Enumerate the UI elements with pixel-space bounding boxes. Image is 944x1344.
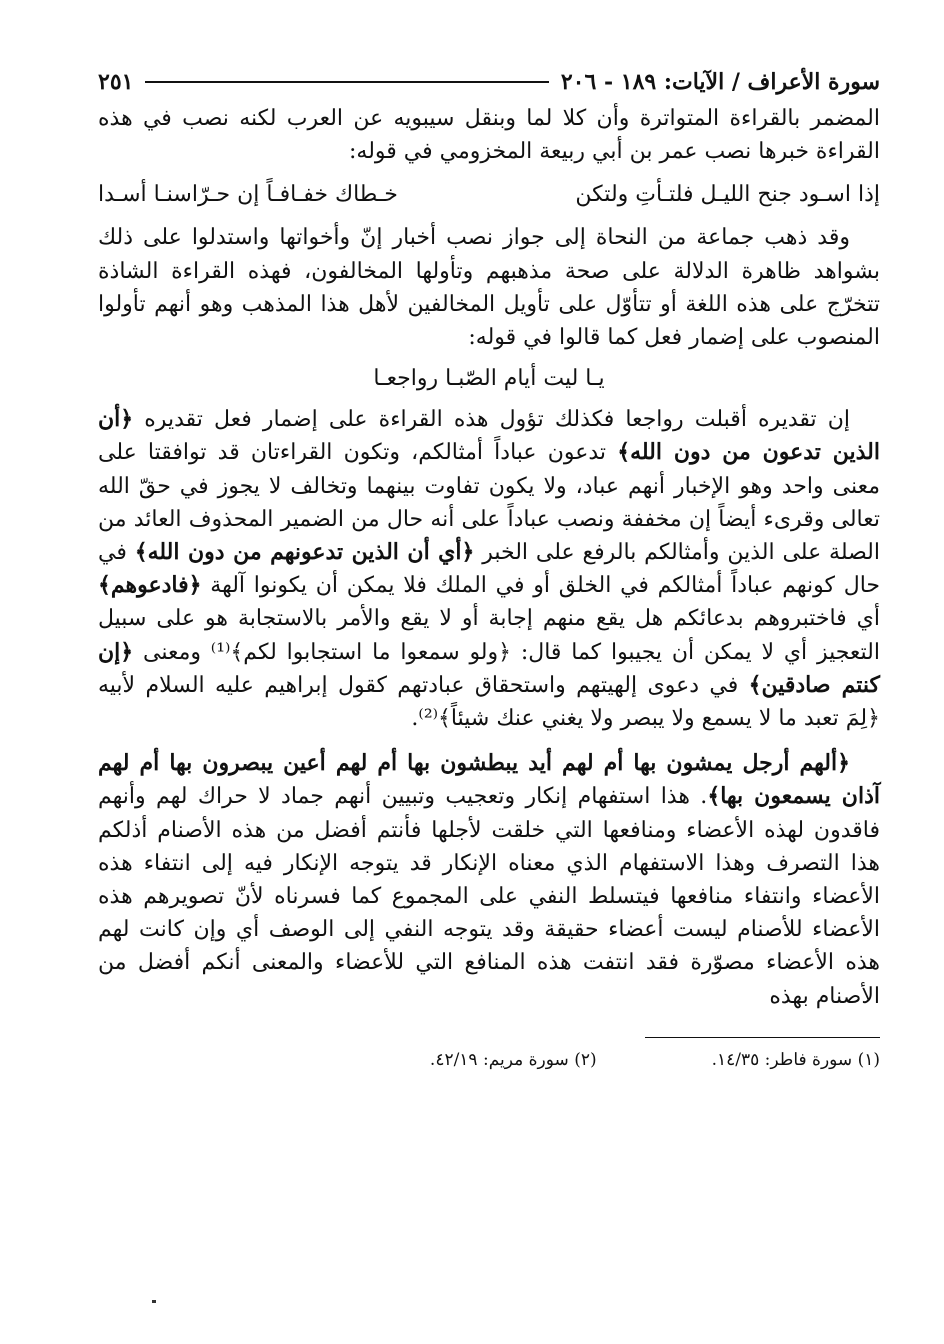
footnotes	[98, 1046, 880, 1074]
text-run: تدعون عباداً أمثالكم، وتكون القراءتان قد توافقتا على معنى واحد وهو الإخبار أنهم عباد، ولا يكون تفاوت بينهما وتخالف لا يجوز في حقّ الله تعالى وقرىء أيضاً إن مخففة ونصب عباداً على أنه حال من الضمير المحذوف العائد من الصلة على الذين وأمثالكم بالرفع على الخبر	[98, 440, 880, 566]
quran-quote: ﴿ألهم أرجل يمشون بها أم لهم أيد يبطشون بها أم لهم أعين يبصرون بها أم لهم آذان يسمعون بها﴾	[98, 750, 880, 810]
text-run: في حال كونهم عباداً أمثالكم في الخلق أو في الملك فلا يمكن أن يكونوا آلهة	[98, 540, 880, 599]
main-text	[98, 102, 880, 1013]
paragraph-4	[98, 747, 880, 1013]
quran-quote: ﴿إن كنتم صادقين﴾	[98, 638, 880, 698]
paragraph-2: وقد ذهب جماعة من النحاة إلى جواز نصب أخبار إنّ وأخواتها واستدلوا على ذلك بشواهد ظاهرة الدلالة على صحة مذهبهم وتأولها المخالفون، فهذه القراءة الشاذة تتخرّج على هذه اللغة أو تتأوّل على تأويل المخالفين لأهل هذا المذهب وهو أنهم تأولوا المنصوب على إضمار فعل كما قالوا في قوله:	[98, 225, 880, 351]
quran-quote: ﴿أي أن الذين تدعونهم من دون الله﴾	[134, 539, 475, 566]
paragraph-gap	[98, 735, 880, 747]
text-run: أي فاختبروهم بدعائكم هل يقع منهم إجابة أو لا يقع والأمر بالاستجابة هو على سبيل التعجيز أي لا يمكن أن يجيبوا كما قال: ﴿ولو سمعوا ما استجابوا لكم﴾⁽¹⁾ ومعنى	[98, 606, 880, 665]
text-run: . هذا استفهام إنكار وتعجيب وتبيين أنهم جماد لا حراك لهم وأنهم فاقدون لهذه الأعضاء ومنافعها التي خلقت لأجلها فأنتم أفضل من هذه الأصنام أذلكم هذا التصرف وهذا الاستفهام الذي معناه الإنكار قد يتوجه الإنكار فيه إلى انتفاء هذه الأعضاء وانتفاء منافعها فيتسلط النفي على المجموع كما فسرناه لأنّ تصويرهم هذه الأعضاء للأصنام ليست أعضاء حقيقة وقد يتوجه النفي إلى الوصف أي وإن كانت لهم هذه الأعضاء مصوّرة فقد انتفت هذه المنافع التي للأعضاء والمعنى أنكم أفضل من الأصنام بهذه	[98, 784, 880, 1009]
paragraph-1: المضمر بالقراءة المتواترة وأن كلا لما وبنقل سيبويه عن العرب لكنه نصب في هذه القراءة خبرها نصب عمر بن أبي ربيعة المخزومي في قوله:	[98, 106, 880, 165]
footnote-2: (٢) سورة مريم: ٤٢/١٩.	[429, 1049, 597, 1070]
quran-quote: ﴿فادعوهم﴾	[98, 572, 202, 599]
running-header	[98, 62, 880, 102]
text-run: إن تقديره أقبلت رواجعا فكذلك تؤول هذه القراءة على إضمار فعل تقديره	[133, 407, 850, 433]
footnote-1: (١) سورة فاطر: ١٤/٣٥.	[711, 1049, 880, 1070]
quran-quote: ﴿أن الذين تدعون من دون الله﴾	[98, 406, 880, 466]
verse-1-first-hemistich: إذا اسـود جنح الليـل فلتـأتِ ولتكن	[575, 182, 880, 208]
header-rule	[145, 81, 548, 83]
verse-1-second-hemistich: خـطاك خفـافـاً إن حـرّاسنـا أسـدا	[98, 182, 398, 208]
poetry-verse-1	[98, 178, 880, 211]
header-title: سورة الأعراف / الآيات: ١٨٩ - ٢٠٦	[560, 69, 880, 95]
page-number: ٢٥١	[98, 69, 134, 95]
book-page	[98, 62, 880, 1074]
text-run: في دعوى إلهيتهم واستحقاق عبادتهم كقول إبراهيم عليه السلام لأبيه ﴿لِمَ تعبد ما لا يسمع ولا يبصر ولا يغني عنك شيئاً﴾⁽²⁾.	[98, 672, 880, 732]
print-speck	[152, 1300, 156, 1303]
footnote-separator	[645, 1037, 880, 1038]
paragraph-3	[98, 403, 880, 735]
poetry-verse-2: يـا ليت أيام الصّبـا رواجعـا	[373, 366, 605, 392]
